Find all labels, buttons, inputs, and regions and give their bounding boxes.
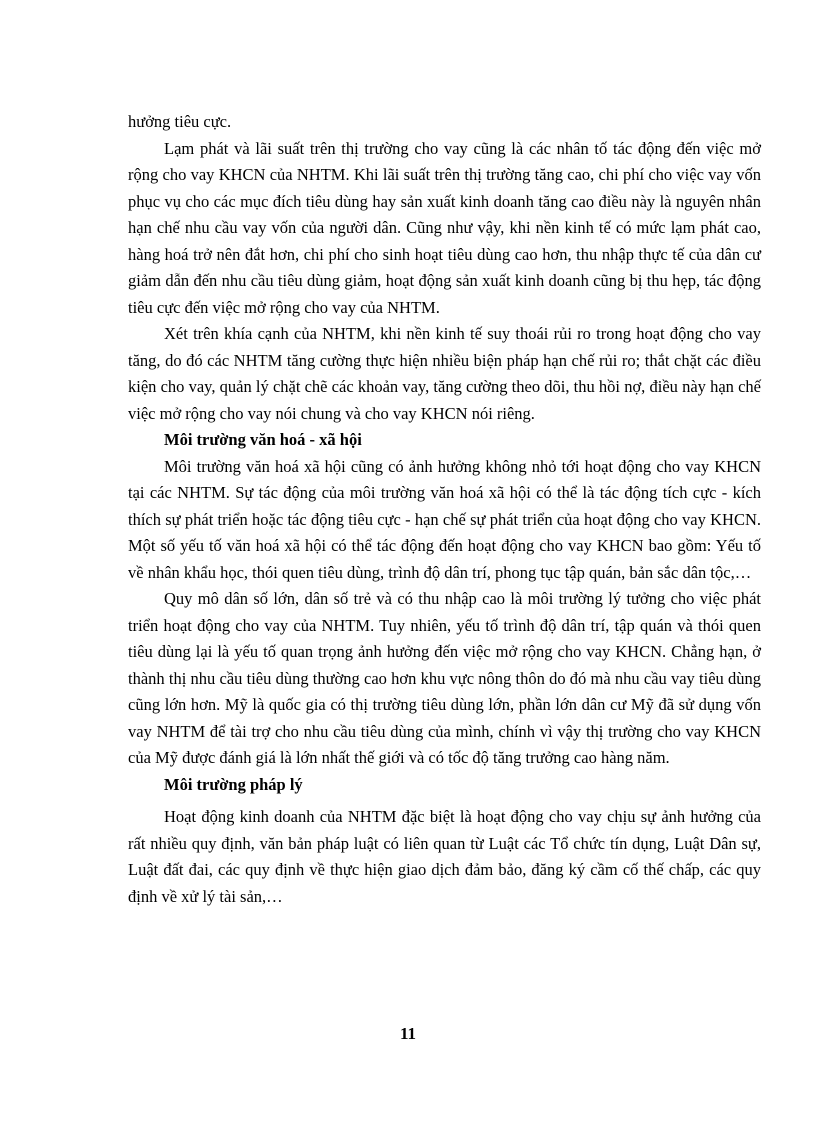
paragraph-legal-regulations: Hoạt động kinh doanh của NHTM đặc biệt là hoạt động cho vay chịu sự ảnh hưởng của rất nhiều quy định, văn bản pháp luật có liên quan từ Luật các Tổ chức tín dụng, Luật Dân sự, Luật đất đai, các quy định về thực hiện giao dịch đảm bảo, đăng ký cầm cố thế chấp, các quy định về xử lý tài sản,…: [128, 807, 761, 906]
paragraph-population: Quy mô dân số lớn, dân số trẻ và có thu nhập cao là môi trường lý tưởng cho việc phát triển hoạt động cho vay của NHTM. Tuy nhiên, yếu tố trình độ dân trí, tập quán và thói quen tiêu dùng lại là yếu tố quan trọng ảnh hưởng đến việc mở rộng cho vay KHCN. Chẳng hạn, ở thành thị nhu cầu tiêu dùng thường cao hơn khu vực nông thôn do đó mà nhu cầu vay tiêu dùng cũng lớn hơn. Mỹ là quốc gia có thị trường tiêu dùng lớn, phần lớn dân cư Mỹ đã sử dụng vốn vay NHTM để tài trợ cho nhu cầu tiêu dùng của mình, chính vì vậy thị trường cho vay KHCN của Mỹ được đánh giá là lớn nhất thế giới và có tốc độ tăng trưởng cao hàng năm.: [128, 589, 761, 767]
heading-cultural-environment: Môi trường văn hoá - xã hội: [164, 430, 362, 449]
page-body: [128, 109, 761, 910]
paragraph-cultural-impact: Môi trường văn hoá xã hội cũng có ảnh hưởng không nhỏ tới hoạt động cho vay KHCN tại các NHTM. Sự tác động của môi trường văn hoá xã hội có thể là tác động tích cực - kích thích sự phát triển hoặc tác động tiêu cực - hạn chế sự phát triển của hoạt động cho vay KHCN. Một số yếu tố văn hoá xã hội có thể tác động đến hoạt động cho vay KHCN bao gồm: Yếu tố về nhân khẩu học, thói quen tiêu dùng, trình độ dân trí, phong tục tập quán, bản sắc dân tộc,…: [128, 456, 761, 582]
heading-legal-environment: Môi trường pháp lý: [164, 774, 303, 794]
page-number: 11: [399, 1024, 417, 1043]
paragraph-bank-perspective: Xét trên khía cạnh của NHTM, khi nền kinh tế suy thoái rủi ro trong hoạt động cho vay tăng, do đó các NHTM tăng cường thực hiện nhiều biện pháp hạn chế rủi ro; thắt chặt các điều kiện cho vay, quản lý chặt chẽ các khoản vay, tăng cường theo dõi, thu hồi nợ, điều này hạn chế việc mở rộng cho vay nói chung và cho vay KHCN nói riêng.: [128, 324, 761, 423]
paragraph-inflation-interest: Lạm phát và lãi suất trên thị trường cho vay cũng là các nhân tố tác động đến việc mở rộng cho vay KHCN của NHTM. Khi lãi suất trên thị trường tăng cao, chi phí cho việc vay vốn phục vụ cho các mục đích tiêu dùng hay sản xuất kinh doanh tăng cao điều này là nguyên nhân hạn chế nhu cầu vay vốn của người dân. Cũng như vậy, khi nền kinh tế có mức lạm phát cao, hàng hoá trở nên đắt hơn, chi phí cho sinh hoạt tiêu dùng cao hơn, thu nhập thực tế của dân cư giảm dẫn đến nhu cầu tiêu dùng giảm, hoạt động sản xuất kinh doanh cũng bị thu hẹp, tác động tiêu cực đến việc mở rộng cho vay của NHTM.: [128, 138, 761, 317]
paragraph-continuation: hưởng tiêu cực.: [128, 112, 232, 131]
